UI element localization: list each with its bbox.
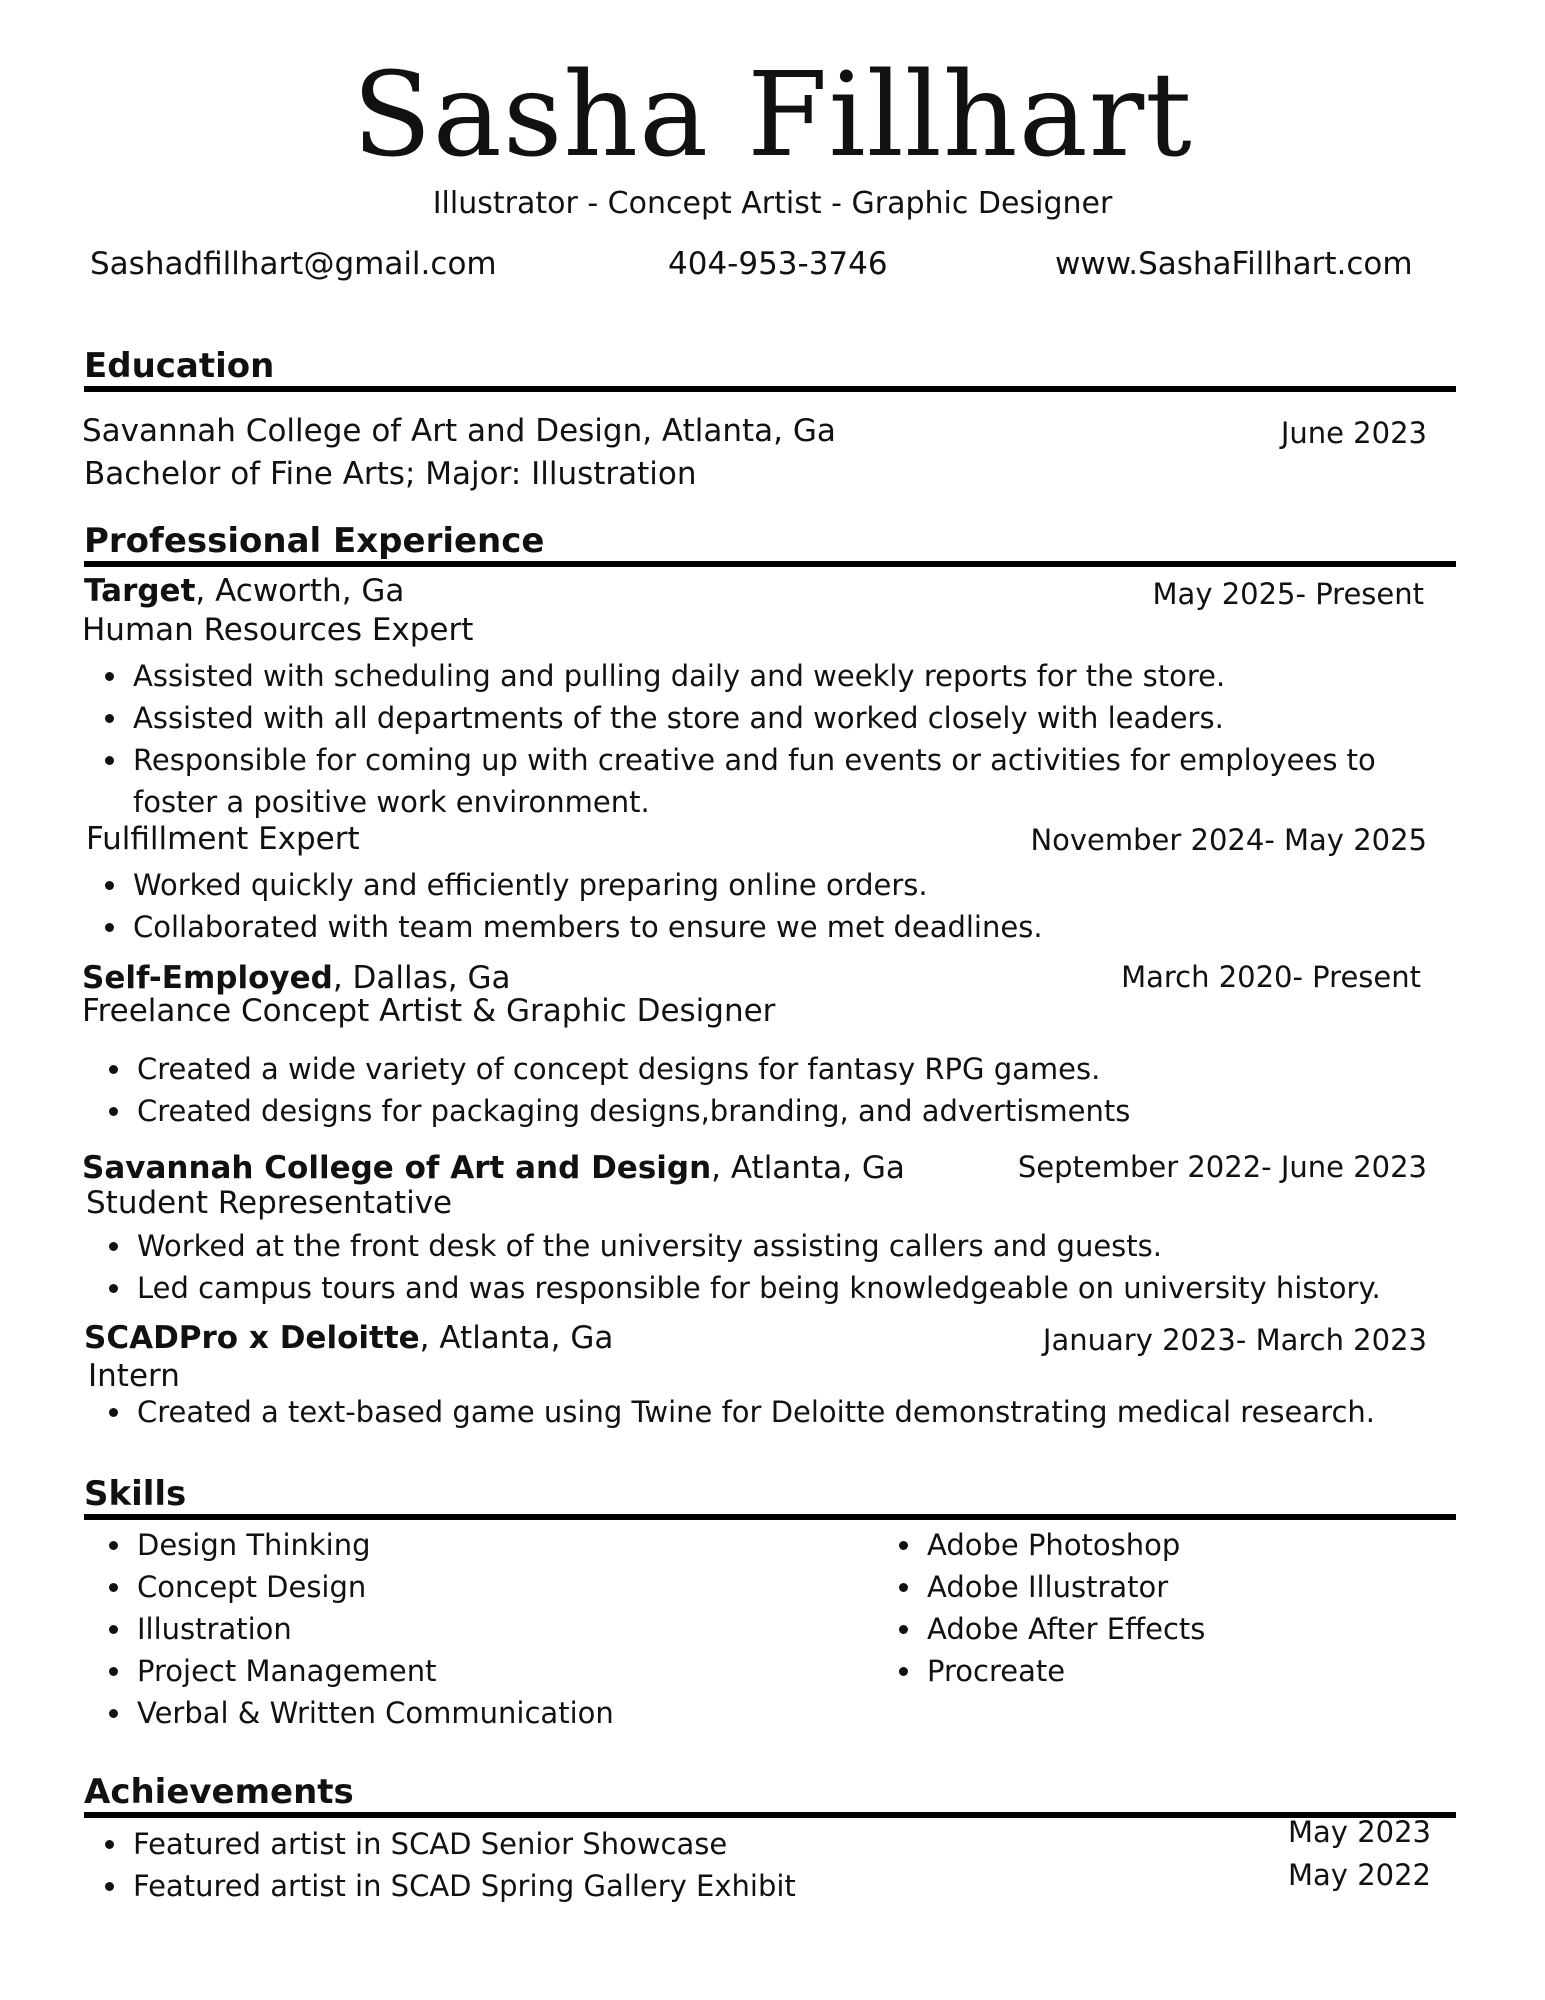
contact-website: www.SashaFillhart.com (1055, 246, 1413, 282)
target-date-fulfillment: November 2024- May 2025 (1030, 823, 1427, 857)
target-company-line (84, 573, 404, 609)
deloitte-company: SCADPro x Deloitte (84, 1320, 420, 1356)
list-item: Worked at the front desk of the university assisting callers and guests. (101, 1225, 1381, 1267)
list-item: Led campus tours and was responsible for being knowledgeable on university history. (101, 1267, 1381, 1309)
education-date: June 2023 (1280, 416, 1427, 450)
list-item: Project Management (101, 1650, 614, 1692)
list-item: Procreate (891, 1650, 1205, 1692)
target-location: , Acworth, Ga (195, 573, 405, 609)
list-item: Featured artist in SCAD Senior Showcase (97, 1823, 796, 1865)
scad-company-line (82, 1150, 905, 1186)
achievements-rule (84, 1812, 1456, 1818)
self-company: Self-Employed (82, 960, 333, 996)
self-company-line (82, 960, 511, 996)
target-hr-bullet-continuation: foster a positive work environment. (133, 785, 650, 819)
achievement-date-2: May 2022 (1288, 1858, 1431, 1892)
experience-rule (84, 561, 1456, 567)
list-item: Adobe After Effects (891, 1608, 1205, 1650)
resume-subtitle: Illustrator - Concept Artist - Graphic Designer (432, 186, 1113, 221)
skills-list-left (101, 1524, 614, 1734)
deloitte-company-line (84, 1320, 613, 1356)
self-date: March 2020- Present (1121, 960, 1421, 994)
list-item: Assisted with all departments of the store and worked closely with leaders. (97, 697, 1376, 739)
list-item: Assisted with scheduling and pulling daily and weekly reports for the store. (97, 655, 1376, 697)
self-role: Freelance Concept Artist & Graphic Designer (82, 993, 776, 1029)
contact-phone: 404-953-3746 (668, 246, 888, 282)
skills-rule (84, 1514, 1456, 1520)
list-item: Adobe Illustrator (891, 1566, 1205, 1608)
deloitte-bullets (101, 1391, 1375, 1433)
skills-heading: Skills (84, 1474, 187, 1514)
scad-date: September 2022- June 2023 (1017, 1150, 1427, 1184)
scad-location: , Atlanta, Ga (711, 1150, 905, 1186)
target-hr-bullets (97, 655, 1376, 781)
skills-list-right (891, 1524, 1205, 1692)
education-heading: Education (84, 346, 275, 386)
achievements-list (97, 1823, 796, 1907)
list-item: Collaborated with team members to ensure we met deadlines. (97, 906, 1043, 948)
list-item: Verbal & Written Communication (101, 1692, 614, 1734)
list-item: Featured artist in SCAD Spring Gallery Exhibit (97, 1865, 796, 1907)
list-item: Concept Design (101, 1566, 614, 1608)
list-item: Created a wide variety of concept designs for fantasy RPG games. (101, 1048, 1130, 1090)
list-item: Worked quickly and efficiently preparing online orders. (97, 864, 1043, 906)
target-fulfillment-bullets (97, 864, 1043, 948)
scad-company: Savannah College of Art and Design (82, 1150, 712, 1186)
deloitte-location: , Atlanta, Ga (419, 1320, 614, 1356)
education-rule (84, 386, 1456, 392)
target-role-hr: Human Resources Expert (82, 612, 474, 648)
experience-heading: Professional Experience (84, 521, 545, 561)
target-company: Target (84, 573, 196, 609)
list-item: Created a text-based game using Twine for Deloitte demonstrating medical research. (101, 1391, 1375, 1433)
list-item: Illustration (101, 1608, 614, 1650)
list-item: Design Thinking (101, 1524, 614, 1566)
achievement-date-1: May 2023 (1288, 1815, 1431, 1849)
target-role-fulfillment: Fulfillment Expert (86, 821, 360, 857)
achievements-heading: Achievements (84, 1772, 354, 1812)
deloitte-date: January 2023- March 2023 (1042, 1323, 1427, 1357)
list-item: Responsible for coming up with creative and fun events or activities for employees to (97, 739, 1376, 781)
resume-name: Sasha Fillhart (352, 48, 1193, 183)
scad-role: Student Representative (86, 1185, 453, 1221)
self-location: , Dallas, Ga (332, 960, 511, 996)
education-school: Savannah College of Art and Design, Atlanta, Ga (82, 413, 836, 449)
deloitte-role: Intern (88, 1358, 180, 1394)
education-degree: Bachelor of Fine Arts; Major: Illustration (84, 456, 697, 492)
contact-email: Sashadfillhart@gmail.com (90, 246, 497, 282)
self-bullets (101, 1048, 1130, 1132)
list-item: Created designs for packaging designs,branding, and advertisments (101, 1090, 1130, 1132)
list-item: Adobe Photoshop (891, 1524, 1205, 1566)
target-date-hr: May 2025- Present (1152, 577, 1424, 611)
scad-bullets (101, 1225, 1381, 1309)
